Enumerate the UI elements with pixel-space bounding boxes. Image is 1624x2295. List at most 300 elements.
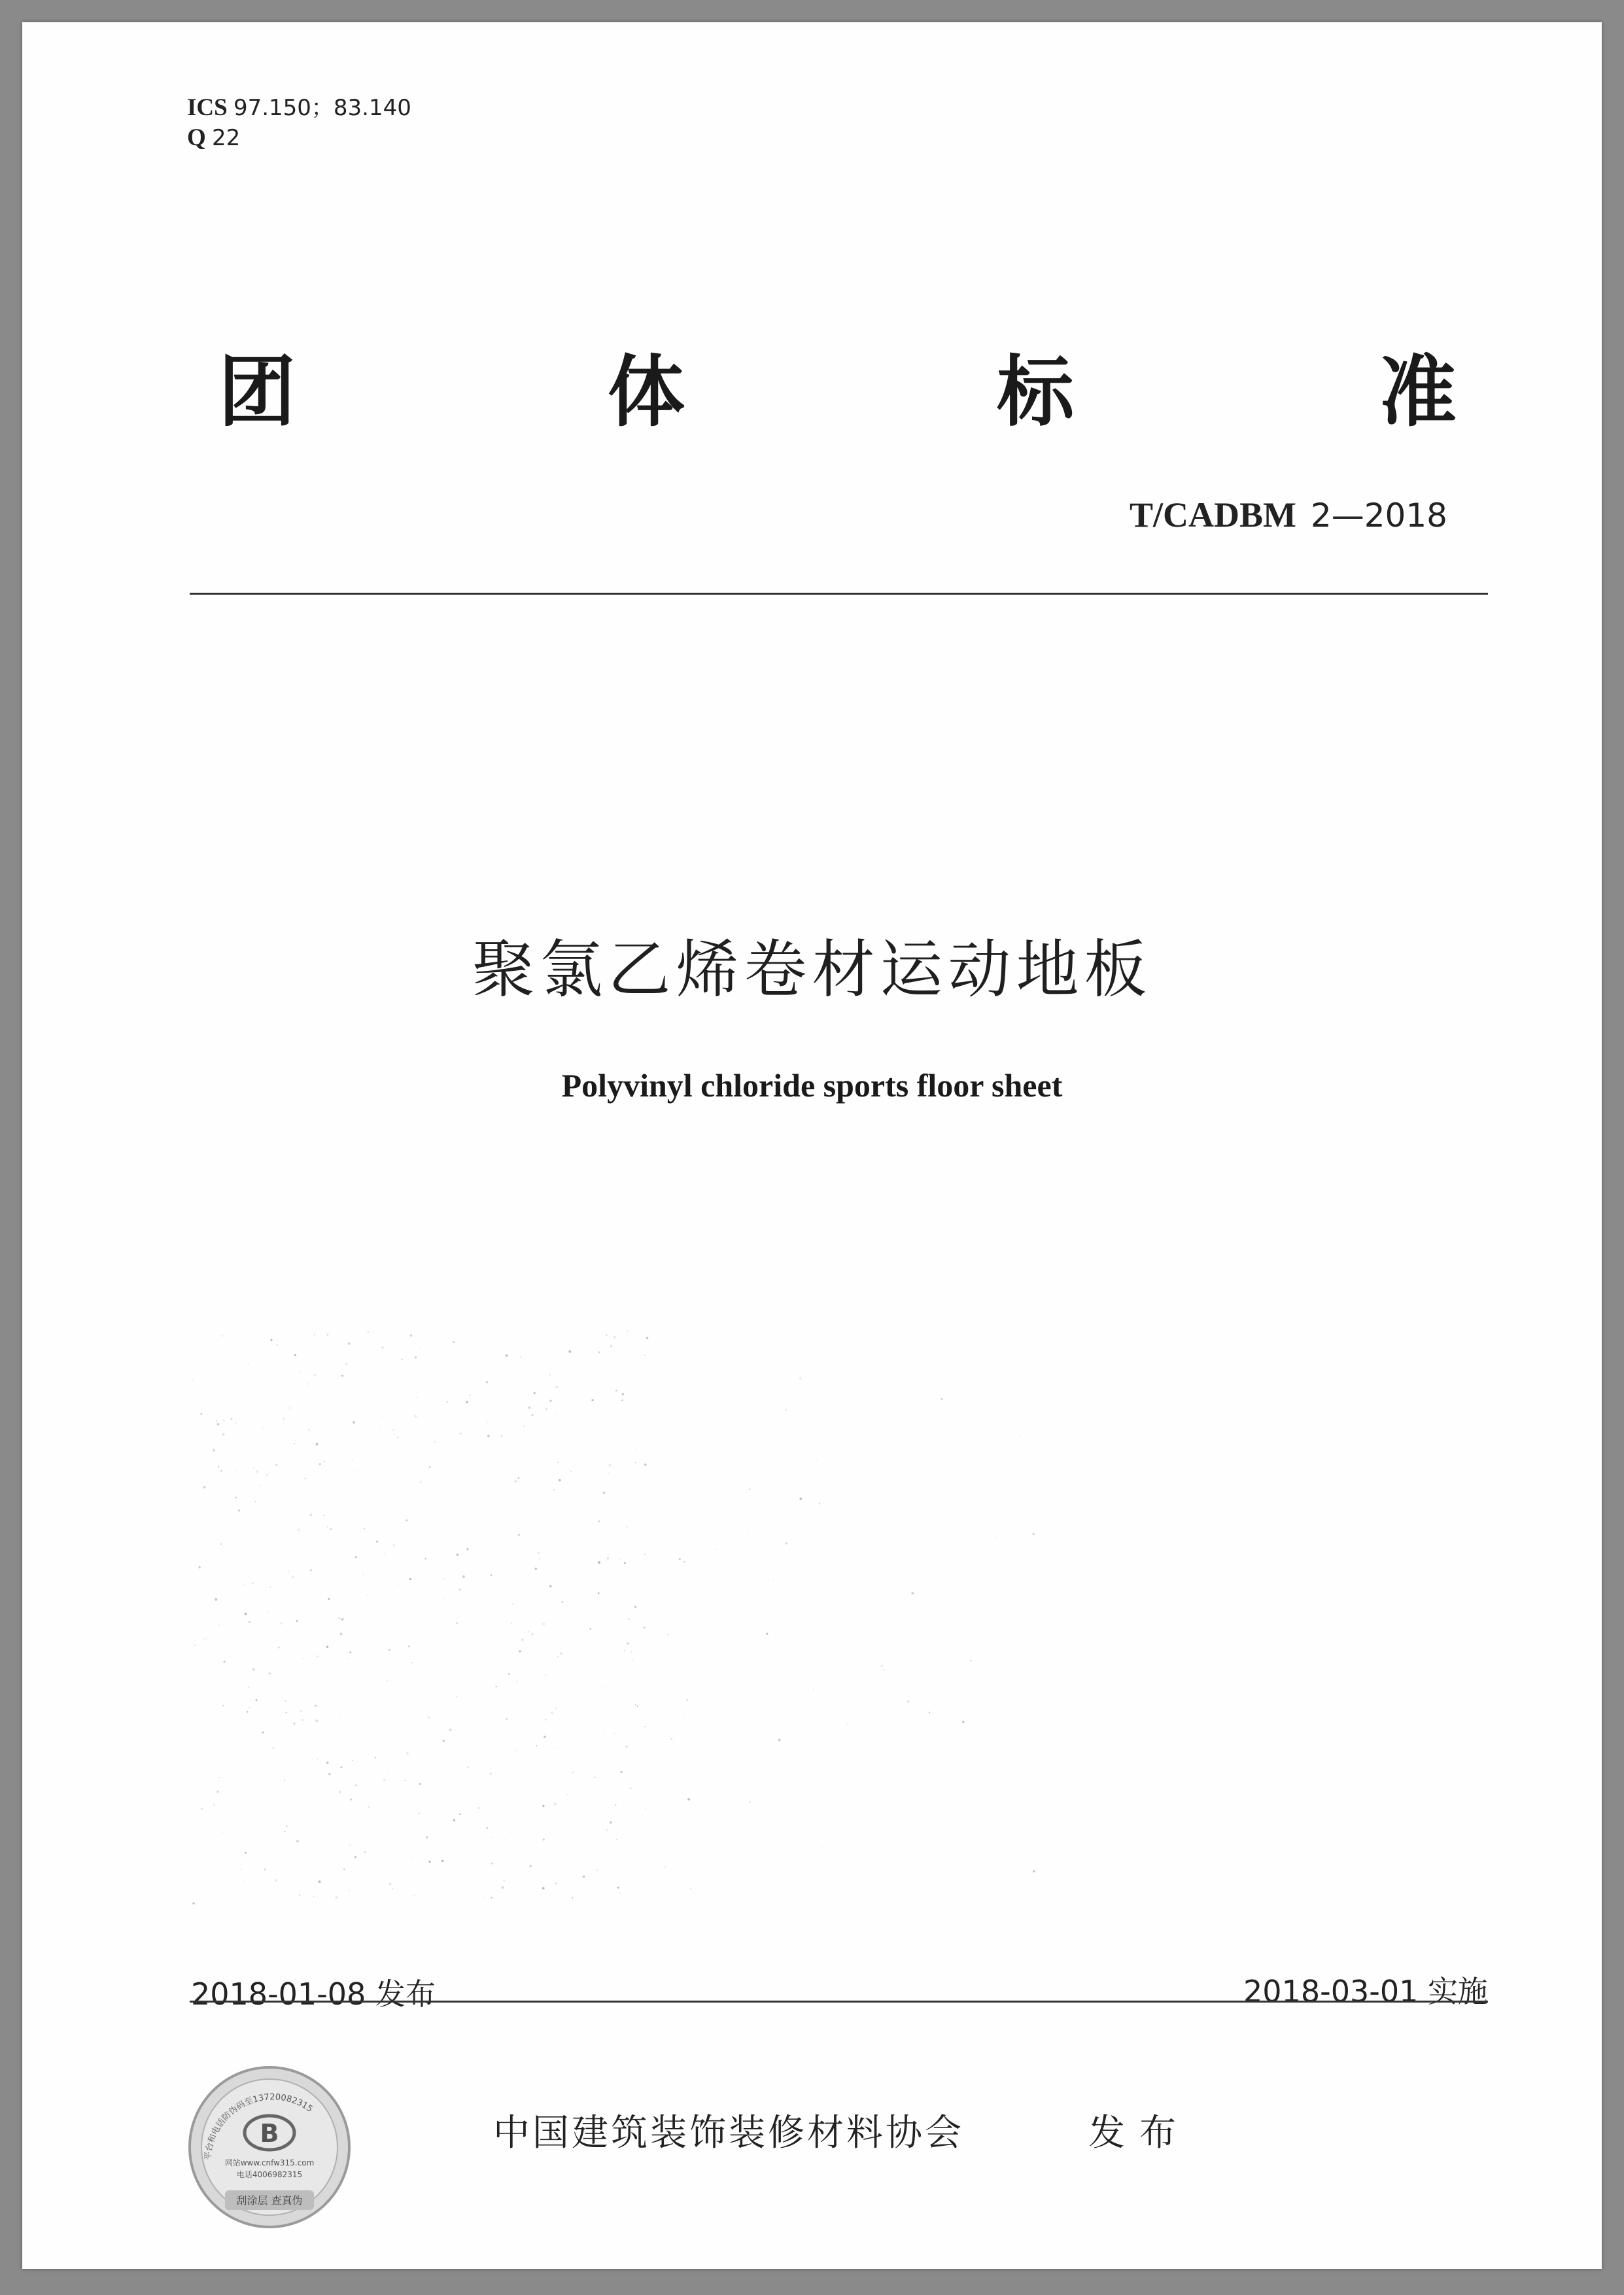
speckle-dot — [478, 1808, 479, 1809]
speckle-dot — [610, 1345, 612, 1346]
speckle-dot — [622, 1393, 625, 1395]
speckle-dot — [631, 1651, 632, 1653]
implementation-date-value: 2018-03-01 — [1243, 1974, 1419, 2009]
speckle-dot — [516, 1681, 517, 1682]
speckle-dot — [338, 1617, 340, 1619]
publisher-name: 中国建筑装饰装修材料协会 — [493, 2112, 964, 2154]
speckle-dot — [409, 1578, 411, 1580]
speckle-dot — [567, 1794, 568, 1795]
speckle-dot — [517, 1477, 519, 1479]
speckle-dot — [528, 1407, 531, 1409]
speckle-dot — [441, 1860, 444, 1863]
speckle-dot — [315, 1719, 318, 1722]
speckle-dot — [635, 1704, 636, 1706]
speckle-dot — [907, 1700, 910, 1703]
speckle-dot — [230, 1418, 232, 1420]
speckle-dot — [458, 1588, 461, 1591]
speckle-dot — [328, 1598, 330, 1600]
speckle-dot — [278, 1647, 280, 1649]
speckle-dot — [519, 1650, 521, 1652]
speckle-dot — [304, 1478, 306, 1480]
speckle-dot — [524, 1894, 525, 1895]
speckle-dot — [411, 1662, 412, 1663]
speckle-dot — [406, 1519, 407, 1521]
standard-code: T/CADBM — [1129, 495, 1296, 534]
speckle-dot — [317, 1655, 319, 1657]
speckle-dot — [426, 1836, 428, 1838]
speckle-dot — [486, 1381, 488, 1383]
speckle-dot — [538, 1552, 540, 1554]
speckle-dot — [217, 1423, 219, 1425]
speckle-dot — [613, 1733, 614, 1734]
speckle-dot — [632, 1659, 634, 1660]
anti-counterfeit-seal — [184, 2062, 354, 2232]
speckle-dot — [285, 1700, 286, 1702]
speckle-dot — [402, 1359, 404, 1361]
speckle-dot — [364, 1851, 366, 1853]
speckle-dot — [608, 1473, 610, 1474]
speckle-dot — [523, 1426, 525, 1427]
speckle-dot — [532, 1634, 534, 1636]
speckle-dot — [596, 1869, 598, 1870]
speckle-dot — [215, 1598, 217, 1601]
speckle-dot — [557, 1462, 559, 1463]
speckle-dot — [314, 1374, 317, 1376]
speckle-dot — [626, 1745, 628, 1747]
ccs-line — [187, 123, 411, 153]
speckle-dot — [419, 1783, 421, 1785]
speckle-dot — [520, 1356, 521, 1358]
seal-phone: 电话4006982315 — [236, 2170, 303, 2179]
speckle-dot — [216, 1791, 218, 1793]
speckle-dot — [408, 1645, 410, 1647]
speckle-dot — [644, 1355, 646, 1356]
speckle-dot — [235, 1422, 236, 1423]
speckle-dot — [216, 1420, 217, 1422]
speckle-dot — [327, 1526, 328, 1528]
speckle-dot — [443, 1740, 445, 1742]
ics-value: 97.150；83.140 — [233, 95, 411, 121]
speckle-dot — [636, 1448, 637, 1449]
speckle-dot — [341, 1375, 343, 1377]
speckle-dot — [316, 1443, 319, 1446]
speckle-dot — [266, 1475, 268, 1476]
speckle-dot — [487, 1435, 490, 1437]
speckle-dot — [1033, 1533, 1035, 1535]
speckle-dot — [276, 1344, 277, 1346]
speckle-dot — [326, 1334, 328, 1336]
speckle-dot — [679, 1558, 680, 1560]
speckle-dot — [559, 1479, 561, 1482]
speckle-dot — [778, 1739, 781, 1742]
speckle-dot — [248, 1363, 249, 1364]
speckle-dot — [368, 1806, 370, 1808]
speckle-dot — [596, 1736, 597, 1737]
speckle-dot — [343, 1868, 345, 1870]
speckle-dot — [209, 1396, 210, 1397]
speckle-dot — [292, 1576, 294, 1579]
speckle-dot — [690, 1888, 691, 1889]
speckle-dot — [962, 1721, 964, 1723]
speckle-dot — [330, 1528, 332, 1530]
speckle-dot — [349, 1844, 351, 1846]
speckle-dot — [536, 1745, 537, 1746]
svg-text:B: B — [260, 2119, 279, 2148]
speckle-dot — [687, 1700, 688, 1701]
speckle-dot — [289, 1408, 290, 1409]
speckle-dot — [506, 1354, 508, 1356]
speckle-dot — [240, 1869, 241, 1870]
speckle-dot — [667, 1634, 668, 1635]
title-char-4: 准 — [1379, 347, 1457, 437]
speckle-dot — [624, 1650, 625, 1651]
issue-date — [191, 1971, 436, 2014]
speckle-dot — [514, 1480, 517, 1483]
speckle-dot — [238, 1509, 240, 1511]
speckle-dot — [283, 1418, 285, 1420]
speckle-dot — [355, 1785, 356, 1786]
speckle-dot — [224, 1661, 226, 1663]
speckle-dot — [589, 1628, 591, 1630]
speckle-dot — [354, 1856, 356, 1858]
speckle-dot — [415, 1415, 417, 1418]
standard-cover-page — [22, 22, 1602, 2269]
speckle-dot — [256, 1471, 258, 1473]
speckle-dot — [501, 1435, 502, 1437]
speckle-dot — [294, 1443, 295, 1445]
speckle-dot — [542, 1805, 544, 1807]
speckle-dot — [192, 1380, 194, 1381]
speckle-dot — [286, 1712, 287, 1713]
speckle-dot — [605, 1687, 606, 1688]
speckle-dot — [222, 1433, 225, 1436]
speckle-dot — [483, 1897, 485, 1898]
speckle-dot — [506, 1719, 508, 1720]
speckle-dot — [627, 1526, 629, 1528]
speckle-dot — [911, 1592, 914, 1595]
speckle-dot — [515, 1750, 516, 1751]
speckle-dot — [235, 1497, 237, 1499]
speckle-dot — [254, 1501, 256, 1502]
speckle-dot — [392, 1888, 393, 1889]
speckle-dot — [339, 1791, 341, 1793]
speckle-dot — [248, 1687, 249, 1688]
speckle-dot — [300, 1710, 302, 1712]
speckle-dot — [310, 1514, 313, 1516]
speckle-dot — [530, 1865, 532, 1867]
speckle-dot — [568, 1350, 571, 1353]
speckle-dot — [252, 1668, 255, 1671]
speckle-dot — [620, 1771, 622, 1773]
speckle-dot — [352, 1459, 353, 1460]
speckle-dot — [294, 1354, 296, 1356]
speckle-dot — [491, 1897, 492, 1898]
speckle-dot — [192, 1902, 195, 1905]
document-title-cn: 聚氯乙烯卷材运动地板 — [472, 933, 1152, 1006]
speckle-dot — [429, 1861, 431, 1863]
speckle-dot — [555, 1708, 557, 1709]
speckle-dot — [591, 1399, 593, 1401]
speckle-dot — [319, 1463, 321, 1465]
speckle-dot — [382, 1347, 384, 1349]
speckle-dot — [453, 1819, 456, 1822]
speckle-dot — [468, 1766, 470, 1768]
speckle-dot — [521, 1639, 524, 1641]
speckle-dot — [564, 1611, 565, 1612]
speckle-dot — [545, 1409, 547, 1410]
speckle-dot — [487, 1422, 488, 1423]
speckle-dot — [528, 1631, 530, 1633]
speckle-dot — [402, 1709, 403, 1710]
speckle-dot — [419, 1813, 420, 1814]
speckle-dot — [557, 1747, 559, 1749]
speckle-dot — [478, 1377, 479, 1378]
speckle-dot — [213, 1449, 215, 1452]
bottom-divider — [190, 2001, 1488, 2003]
speckle-dot — [555, 1882, 557, 1884]
speckle-dot — [273, 1747, 274, 1749]
speckle-dot — [200, 1413, 201, 1414]
speckle-dot — [307, 1383, 309, 1384]
speckle-dot — [838, 1626, 839, 1627]
speckle-dot — [243, 1881, 244, 1882]
speckle-dot — [556, 1386, 558, 1388]
speckle-dot — [610, 1821, 612, 1824]
speckle-dot — [646, 1337, 648, 1339]
speckle-dot — [286, 1825, 287, 1827]
speckle-dot — [572, 1772, 574, 1774]
standard-number — [1130, 495, 1447, 535]
speckle-dot — [518, 1534, 520, 1536]
speckle-dot — [560, 1652, 562, 1655]
speckle-dot — [218, 1624, 220, 1626]
speckle-dot — [323, 1515, 324, 1516]
speckle-dot — [594, 1777, 596, 1779]
speckle-dot — [428, 1717, 430, 1718]
speckle-dot — [496, 1686, 497, 1687]
speckle-dot — [268, 1611, 269, 1613]
speckle-dot — [687, 1798, 690, 1801]
speckle-dot — [462, 1575, 465, 1578]
speckle-dot — [298, 1528, 300, 1531]
speckle-dot — [491, 1575, 492, 1576]
speckle-dot — [511, 1603, 513, 1605]
speckle-dot — [308, 1429, 309, 1430]
speckle-dot — [502, 1886, 504, 1889]
speckle-dot — [434, 1441, 436, 1443]
speckle-dot — [249, 1621, 251, 1623]
speckle-dot — [405, 1780, 406, 1781]
publish-label: 发布 — [1088, 2112, 1190, 2154]
speckle-dot — [247, 1711, 248, 1712]
speckle-dot — [194, 1645, 196, 1646]
speckle-dot — [929, 1711, 930, 1713]
speckle-dot — [271, 1619, 272, 1620]
speckle-dot — [603, 1492, 606, 1494]
speckle-dot — [206, 1638, 207, 1639]
speckle-dot — [598, 1561, 600, 1564]
speckle-dot — [367, 1594, 368, 1596]
speckle-dot — [664, 1866, 666, 1868]
speckle-dot — [345, 1363, 347, 1365]
speckle-dot — [644, 1463, 647, 1466]
speckle-dot — [420, 1481, 422, 1483]
speckle-dot — [415, 1356, 417, 1358]
speckle-dot — [376, 1541, 378, 1543]
speckle-dot — [469, 1395, 470, 1396]
speckle-dot — [252, 1467, 254, 1469]
speckle-dot — [694, 1469, 695, 1470]
speckle-dot — [288, 1571, 289, 1572]
speckle-dot — [406, 1752, 409, 1755]
speckle-dot — [466, 1401, 468, 1403]
speckle-dot — [772, 1579, 774, 1581]
speckle-dot — [598, 1520, 600, 1522]
speckle-dot — [544, 1736, 545, 1738]
speckle-dot — [786, 1543, 787, 1545]
speckle-dot — [615, 1839, 617, 1840]
speckle-dot — [606, 1829, 608, 1831]
speckle-dot — [628, 1619, 630, 1621]
speckle-dot — [627, 1642, 629, 1644]
speckle-dot — [487, 1827, 488, 1829]
speckle-dot — [417, 1397, 418, 1398]
speckle-dot — [542, 1887, 545, 1889]
speckle-dot — [881, 1665, 882, 1666]
speckle-dot — [816, 1458, 817, 1460]
classification-codes — [187, 93, 411, 153]
speckle-dot — [549, 1400, 551, 1402]
speckle-dot — [270, 1339, 272, 1341]
speckle-dot — [534, 1392, 536, 1394]
speckle-dot — [539, 1558, 540, 1560]
title-char-2: 体 — [608, 347, 685, 437]
seal-scratch-text: 刮涂层 查真伪 — [236, 2194, 303, 2207]
speckle-dot — [284, 1779, 285, 1781]
ccs-label: Q — [187, 124, 206, 151]
speckle-dot — [245, 1852, 247, 1854]
issue-date-label: 发布 — [375, 1976, 436, 2012]
speckle-dot — [244, 1584, 245, 1585]
speckle-dot — [357, 1470, 358, 1471]
speckle-dot — [218, 1466, 219, 1467]
speckle-dot — [543, 1838, 545, 1840]
speckle-dot — [302, 1719, 303, 1721]
speckle-dot — [504, 1880, 505, 1882]
speckle-dot — [645, 1808, 646, 1809]
speckle-dot — [813, 1689, 814, 1690]
speckle-dot — [624, 1562, 626, 1564]
speckle-dot — [328, 1773, 330, 1775]
speckle-dot — [631, 1788, 632, 1789]
speckle-dot — [554, 1803, 557, 1806]
speckle-dot — [392, 1429, 394, 1431]
speckle-dot — [617, 1887, 619, 1889]
speckle-dot — [340, 1766, 342, 1768]
speckle-dot — [620, 1558, 621, 1559]
speckle-dot — [609, 1464, 611, 1466]
speckle-dot — [374, 1671, 375, 1672]
speckle-dot — [353, 1421, 355, 1424]
speckle-dot — [275, 1879, 277, 1881]
title-char-3: 标 — [997, 347, 1075, 437]
speckle-dot — [203, 1486, 206, 1488]
speckle-dot — [454, 1342, 455, 1343]
standard-type-title — [218, 330, 1500, 447]
speckle-dot — [355, 1556, 357, 1558]
speckle-dot — [198, 1566, 200, 1568]
speckle-dot — [362, 1574, 364, 1575]
speckle-dot — [347, 1658, 349, 1659]
speckle-dot — [220, 1469, 222, 1472]
speckle-dot — [819, 1503, 820, 1504]
speckle-dot — [606, 1335, 607, 1336]
speckle-dot — [397, 1437, 398, 1438]
speckle-dot — [326, 1761, 328, 1763]
speckle-dot — [245, 1613, 247, 1615]
speckle-dot — [553, 1489, 555, 1491]
speckle-dot — [449, 1728, 452, 1731]
speckle-dot — [315, 1705, 317, 1707]
speckle-dot — [299, 1895, 300, 1896]
speckle-dot — [615, 1804, 616, 1806]
speckle-dot — [995, 1537, 997, 1539]
scan-speckle-noise — [192, 1331, 1173, 1919]
speckle-dot — [349, 1890, 350, 1891]
speckle-dot — [532, 1414, 534, 1416]
seal-ring-text: 平台和电话防伪码至13720082315 — [203, 2092, 315, 2161]
speckle-dot — [456, 1622, 458, 1624]
speckle-dot — [314, 1334, 315, 1335]
speckle-dot — [393, 1544, 395, 1546]
speckle-dot — [323, 1460, 325, 1462]
document-title-en: Polyvinyl chloride sports floor sheet — [561, 1067, 1063, 1104]
speckle-dot — [319, 1880, 321, 1883]
speckle-dot — [294, 1723, 296, 1725]
speckle-dot — [670, 1738, 672, 1740]
speckle-dot — [420, 1348, 421, 1349]
speckle-dot — [799, 1498, 802, 1500]
speckle-dot — [821, 1846, 823, 1848]
speckle-dot — [644, 1726, 646, 1727]
speckle-dot — [275, 1463, 277, 1465]
implementation-date-label: 实施 — [1428, 1974, 1488, 2009]
speckle-dot — [336, 1897, 337, 1899]
speckle-dot — [511, 1831, 512, 1832]
speckle-dot — [494, 1384, 495, 1385]
speckle-dot — [766, 1633, 768, 1635]
speckle-dot — [389, 1883, 392, 1885]
speckle-dot — [644, 1626, 646, 1628]
speckle-dot — [786, 1409, 787, 1410]
speckle-dot — [348, 1342, 351, 1345]
speckle-dot — [613, 1336, 615, 1338]
speckle-dot — [382, 1416, 383, 1417]
speckle-dot — [572, 1897, 573, 1899]
ics-label: ICS — [187, 94, 228, 121]
speckle-dot — [557, 1656, 558, 1657]
speckle-dot — [457, 1554, 459, 1556]
speckle-dot — [201, 1808, 203, 1810]
speckle-dot — [429, 1466, 431, 1468]
speckle-dot — [425, 1558, 426, 1559]
speckle-dot — [352, 1760, 353, 1761]
speckle-dot — [621, 1399, 623, 1401]
speckle-dot — [570, 1471, 572, 1472]
speckle-dot — [491, 1863, 493, 1865]
speckle-dot — [443, 1598, 444, 1599]
speckle-dot — [884, 1670, 885, 1671]
